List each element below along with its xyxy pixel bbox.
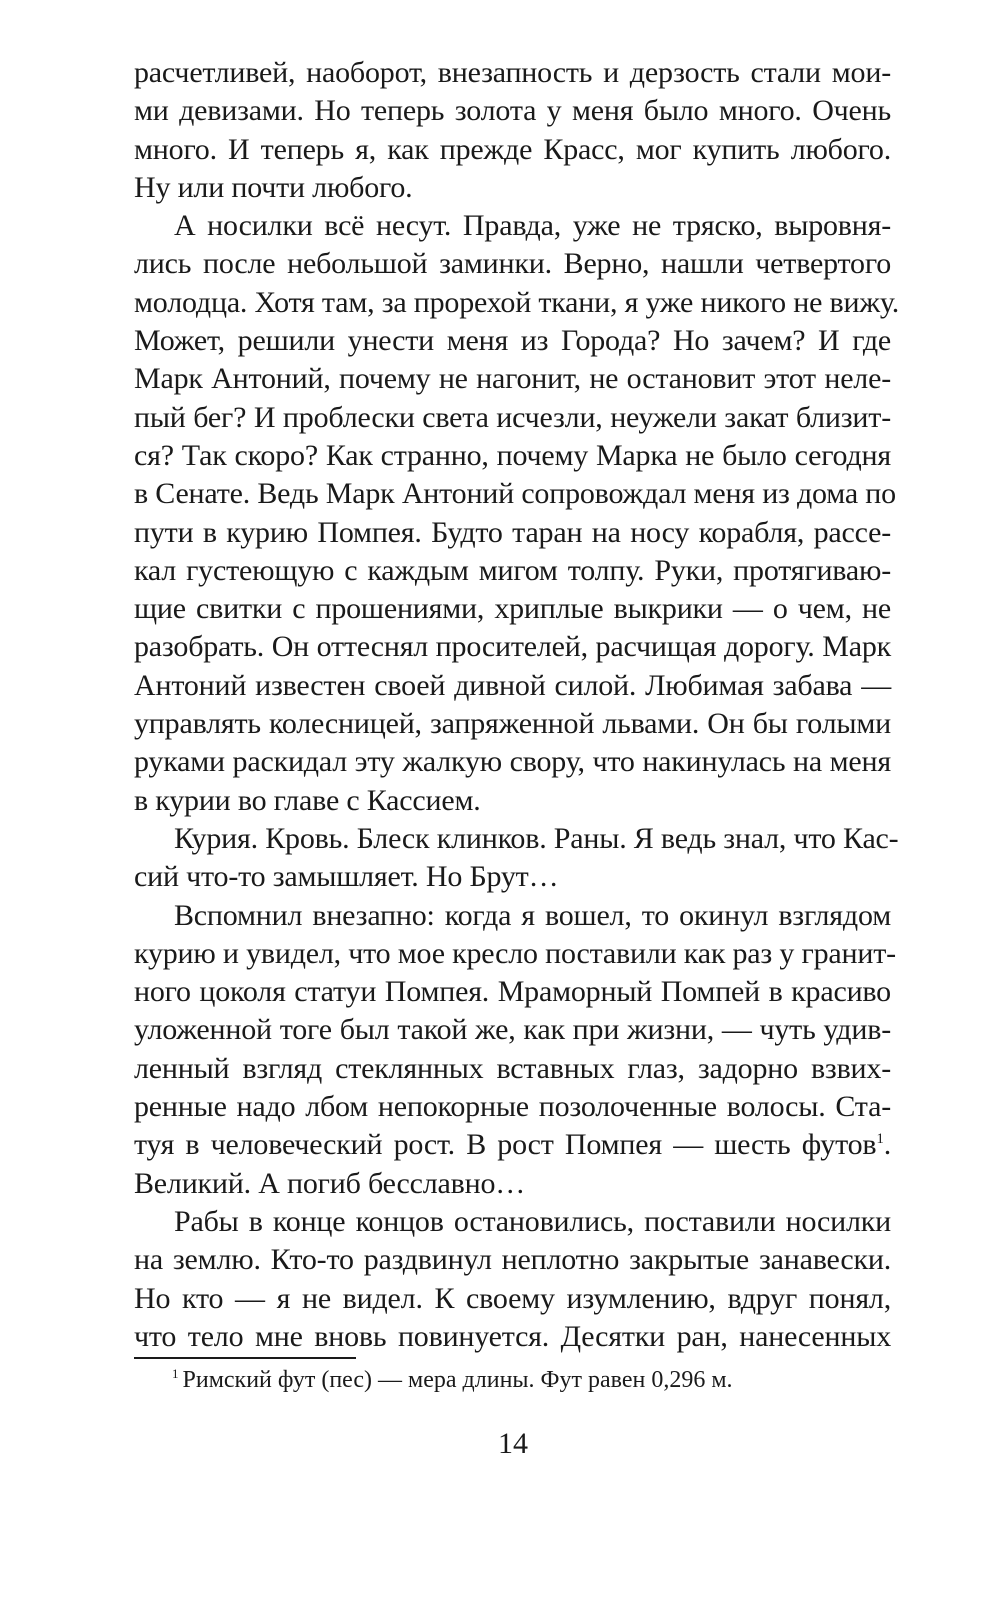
footnote-divider: [134, 1357, 356, 1359]
text-line: Антоний известен своей дивной силой. Любимая забава —: [134, 668, 891, 702]
text-line: Великий. А погиб бесславно…: [134, 1166, 526, 1200]
body-text: [134, 54, 899, 1356]
text-line: Может, решили унести меня из Города? Но зачем? И где: [134, 324, 891, 358]
text-line: Ну или почти любого.: [134, 170, 413, 204]
text-line: разобрать. Он оттеснял просителей, расчищая дорогу. Марк: [134, 630, 891, 664]
text-line: щие свитки с прошениями, хриплые выкрики — о чем, не: [134, 592, 891, 626]
paragraph-first-line: Рабы в конце концов остановились, поставили носилки: [174, 1204, 891, 1238]
page-number: 14: [498, 1427, 528, 1460]
line-text: туя в человеческий рост. В рост Помпея — шесть футов: [134, 1128, 877, 1162]
text-line: что тело мне вновь повинуется. Десятки ран, нанесенных: [134, 1319, 891, 1353]
text-line: Марк Антоний, почему не нагонит, не остановит этот неле-: [134, 362, 891, 396]
line-end-punct: .: [883, 1128, 891, 1162]
text-line-with-footnote: [134, 1126, 891, 1164]
text-line: расчетливей, наоборот, внезапность и дерзость стали мои-: [134, 56, 891, 89]
text-line: руками раскидал эту жалкую свору, что накинулась на меня: [134, 745, 891, 779]
text-line: в Сенате. Ведь Марк Антоний сопровождал меня из дома по: [134, 477, 896, 511]
text-line: сий что-то замышляет. Но Брут…: [134, 860, 559, 894]
text-line: ного цоколя статуи Помпея. Мраморный Помпей в красиво: [134, 975, 891, 1009]
footnote-marker: 1: [172, 1366, 179, 1381]
text-line: пый бег? И проблески света исчезли, неужели закат близит-: [134, 400, 891, 434]
text-line: ленный взгляд стеклянных вставных глаз, задорно взвих-: [134, 1051, 891, 1085]
footnote-reference[interactable]: 1: [876, 1131, 884, 1148]
footnote-text: Римский фут (пес) — мера длины. Фут равен 0,296 м.: [182, 1367, 733, 1393]
footnote: [172, 1363, 872, 1397]
text-line: управлять колесницей, запряженной львами. Он бы голыми: [134, 707, 891, 741]
text-line: Но кто — я не видел. К своему изумлению, вдруг понял,: [134, 1281, 891, 1315]
text-line: ми девизами. Но теперь золота у меня было много. Очень: [134, 94, 891, 128]
text-line: лись после небольшой заминки. Верно, нашли четвертого: [134, 247, 891, 281]
text-line: ся? Так скоро? Как странно, почему Марка не было сегодня: [134, 438, 891, 472]
paragraph-first-line: А носилки всё несут. Правда, уже не тряско, выровня-: [174, 209, 891, 243]
text-line: молодца. Хотя там, за прорехой ткани, я уже никого не вижу.: [134, 285, 899, 319]
text-line: много. И теперь я, как прежде Красс, мог купить любого.: [134, 132, 891, 166]
text-line: пути в курию Помпея. Будто таран на носу корабля, рассе-: [134, 515, 891, 549]
text-line: в курии во главе с Кассием.: [134, 783, 481, 817]
paragraph-first-line: Курия. Кровь. Блеск клинков. Раны. Я ведь знал, что Кас-: [174, 821, 899, 855]
paragraph-first-line: Вспомнил внезапно: когда я вошел, то окинул взглядом: [174, 898, 891, 932]
text-line: кал густеющую с каждым мигом толпу. Руки, протягиваю-: [134, 553, 891, 587]
text-line: уложенной тоге был такой же, как при жизни, — чуть удив-: [134, 1013, 891, 1047]
text-line: на землю. Кто-то раздвинул неплотно закрытые занавески.: [134, 1243, 891, 1277]
text-line: ренные надо лбом непокорные позолоченные волосы. Ста-: [134, 1090, 891, 1124]
text-line: курию и увидел, что мое кресло поставили как раз у гранит-: [134, 936, 896, 970]
